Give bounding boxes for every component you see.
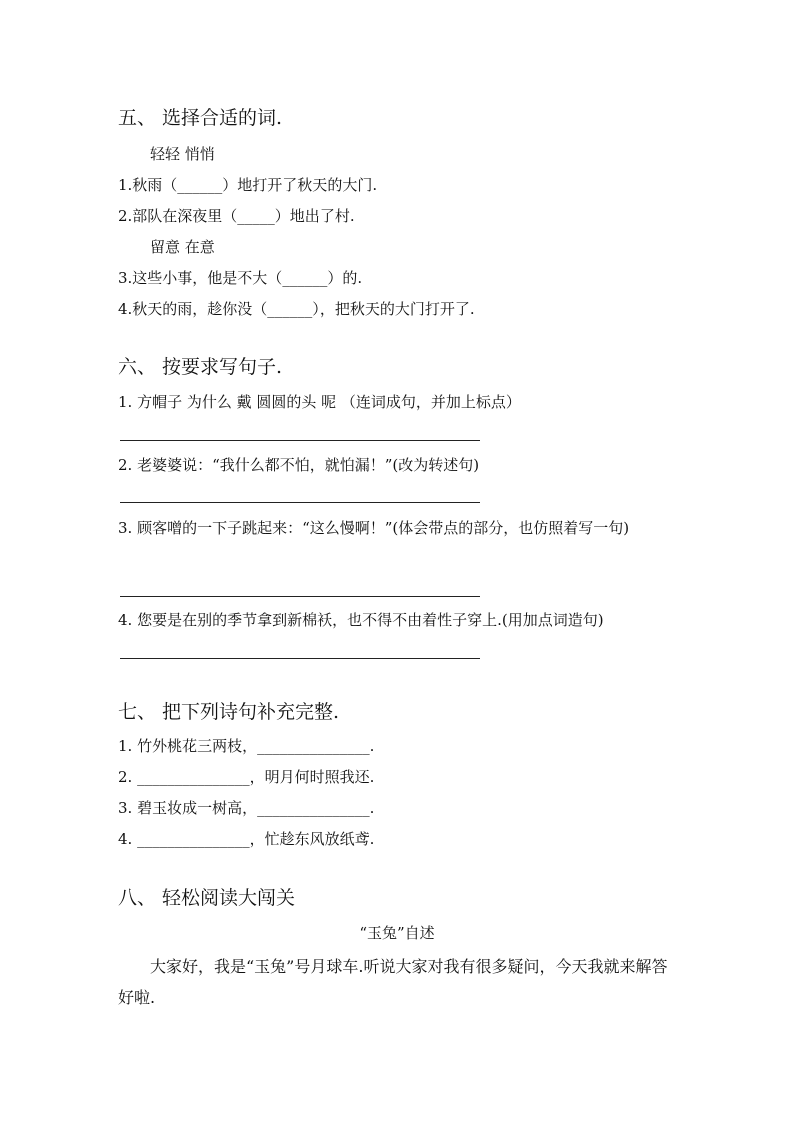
word-bank-2: 留意 在意: [150, 238, 215, 256]
answer-line-3[interactable]: [120, 596, 480, 597]
poem-line-2: 2. _______________，明月何时照我还.: [118, 768, 375, 786]
section-6-title: 六、 按要求写句子.: [118, 356, 283, 378]
section-6-question-4: 4. 您要是在别的季节拿到新棉袄，也不得不由着性子穿上.(用加点词造句): [118, 611, 604, 629]
section-5-question-1: 1.秋雨（______）地打开了秋天的大门.: [118, 176, 378, 194]
section-6-question-2: 2. 老婆婆说：“我什么都不怕，就怕漏！”(改为转述句): [118, 456, 480, 474]
poem-line-1: 1. 竹外桃花三两枝，_______________.: [118, 737, 375, 755]
poem-line-3: 3. 碧玉妆成一树高，_______________.: [118, 799, 375, 817]
section-8-title: 八、 轻松阅读大闯关: [118, 887, 296, 909]
section-5-question-3: 3.这些小事，他是不大（______）的.: [118, 269, 363, 287]
section-6-question-1: 1. 方帽子 为什么 戴 圆圆的头 呢 （连词成句，并加上标点）: [118, 393, 521, 411]
passage-title: “玉兔”自述: [359, 924, 435, 942]
section-6-question-3: 3. 顾客噌的一下子跳起来：“这么慢啊！”(体会带点的部分，也仿照着写一句): [118, 519, 630, 537]
word-bank-1: 轻轻 悄悄: [150, 145, 215, 163]
section-5-title: 五、 选择合适的词.: [118, 107, 283, 129]
poem-line-4: 4. _______________，忙趁东风放纸鸢.: [118, 830, 375, 848]
section-5-question-4: 4.秋天的雨，趁你没（______），把秋天的大门打开了.: [118, 300, 475, 318]
passage-paragraph: 大家好，我是“玉兔”号月球车.听说大家对我有很多疑问，今天我就来解答好啦.: [118, 957, 668, 1007]
answer-line-2[interactable]: [120, 502, 480, 503]
answer-line-4[interactable]: [120, 658, 480, 659]
answer-line-1[interactable]: [120, 440, 480, 441]
section-7-title: 七、 把下列诗句补充完整.: [118, 701, 340, 723]
section-5-question-2: 2.部队在深夜里（_____）地出了村.: [118, 207, 355, 225]
